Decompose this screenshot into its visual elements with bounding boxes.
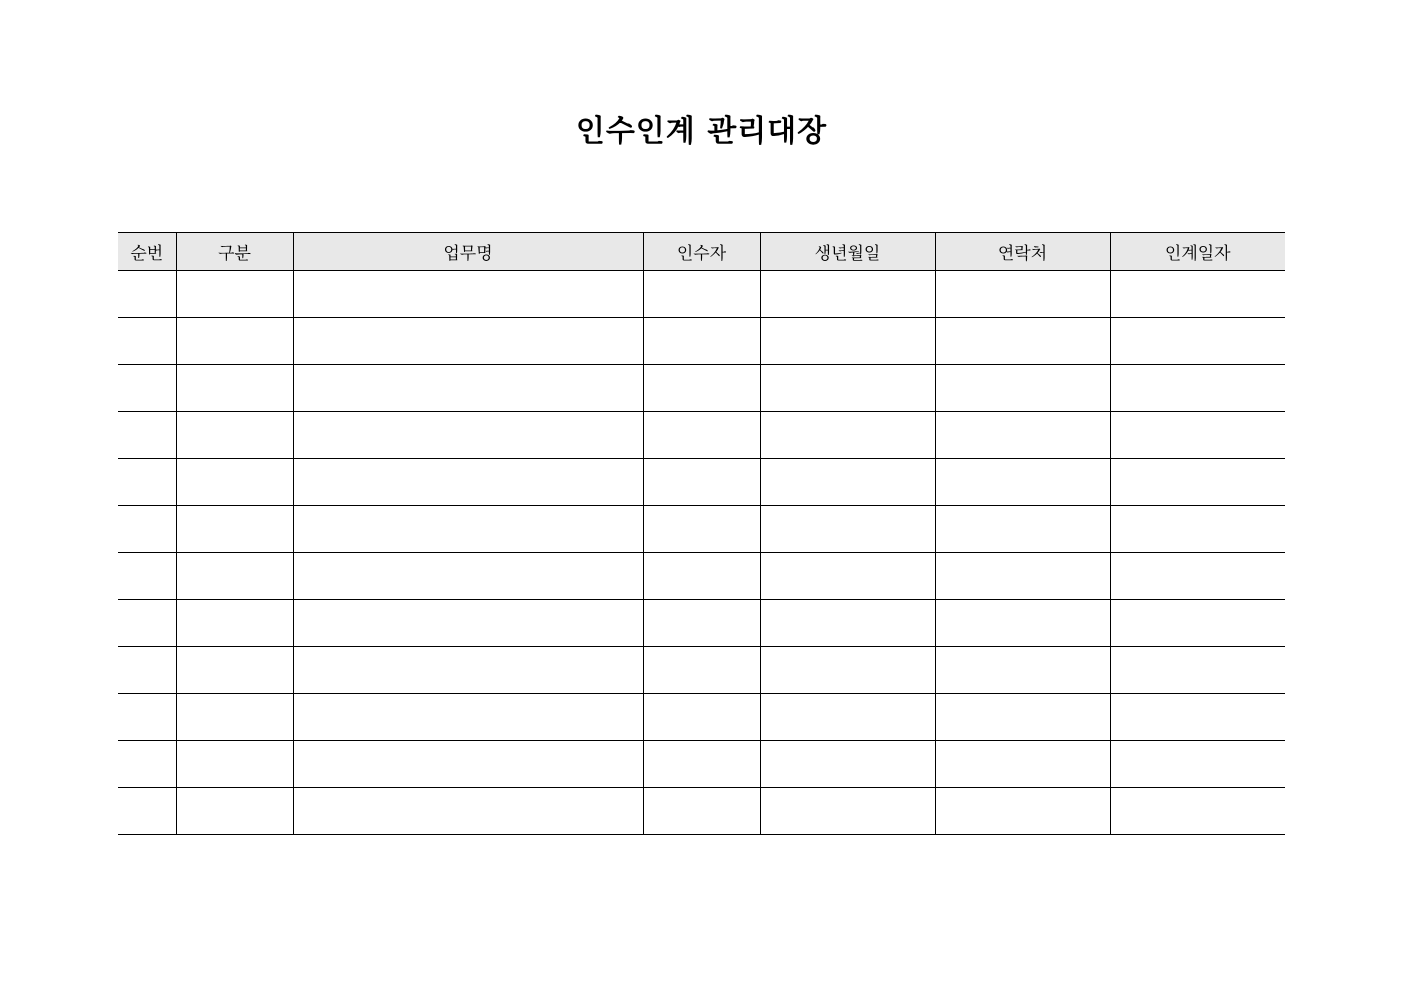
recipient-cell[interactable] — [643, 271, 760, 318]
contact-cell[interactable] — [935, 271, 1110, 318]
recipient-cell[interactable] — [643, 459, 760, 506]
birthdate-cell[interactable] — [760, 365, 935, 412]
category-cell[interactable] — [176, 600, 293, 647]
table-row — [118, 647, 1285, 694]
handover-date-cell[interactable] — [1110, 412, 1285, 459]
task-name-cell[interactable] — [293, 553, 643, 600]
category-cell[interactable] — [176, 506, 293, 553]
contact-cell[interactable] — [935, 694, 1110, 741]
seq-cell[interactable] — [118, 694, 176, 741]
table-row — [118, 788, 1285, 835]
table-row — [118, 271, 1285, 318]
column-header-recipient: 인수자 — [643, 233, 760, 271]
category-cell[interactable] — [176, 788, 293, 835]
contact-cell[interactable] — [935, 365, 1110, 412]
handover-date-cell[interactable] — [1110, 600, 1285, 647]
category-cell[interactable] — [176, 318, 293, 365]
recipient-cell[interactable] — [643, 318, 760, 365]
category-cell[interactable] — [176, 647, 293, 694]
birthdate-cell[interactable] — [760, 741, 935, 788]
birthdate-cell[interactable] — [760, 459, 935, 506]
table-row — [118, 318, 1285, 365]
seq-cell[interactable] — [118, 788, 176, 835]
contact-cell[interactable] — [935, 741, 1110, 788]
seq-cell[interactable] — [118, 412, 176, 459]
birthdate-cell[interactable] — [760, 506, 935, 553]
recipient-cell[interactable] — [643, 365, 760, 412]
task-name-cell[interactable] — [293, 788, 643, 835]
task-name-cell[interactable] — [293, 365, 643, 412]
handover-date-cell[interactable] — [1110, 271, 1285, 318]
contact-cell[interactable] — [935, 506, 1110, 553]
column-header-seq: 순번 — [118, 233, 176, 271]
seq-cell[interactable] — [118, 365, 176, 412]
seq-cell[interactable] — [118, 271, 176, 318]
birthdate-cell[interactable] — [760, 271, 935, 318]
task-name-cell[interactable] — [293, 506, 643, 553]
birthdate-cell[interactable] — [760, 694, 935, 741]
recipient-cell[interactable] — [643, 694, 760, 741]
task-name-cell[interactable] — [293, 694, 643, 741]
handover-date-cell[interactable] — [1110, 365, 1285, 412]
handover-date-cell[interactable] — [1110, 647, 1285, 694]
contact-cell[interactable] — [935, 553, 1110, 600]
header-row — [118, 233, 1285, 271]
contact-cell[interactable] — [935, 647, 1110, 694]
birthdate-cell[interactable] — [760, 600, 935, 647]
handover-date-cell[interactable] — [1110, 318, 1285, 365]
recipient-cell[interactable] — [643, 741, 760, 788]
recipient-cell[interactable] — [643, 553, 760, 600]
seq-cell[interactable] — [118, 647, 176, 694]
handover-date-cell[interactable] — [1110, 553, 1285, 600]
table-row — [118, 412, 1285, 459]
category-cell[interactable] — [176, 741, 293, 788]
task-name-cell[interactable] — [293, 271, 643, 318]
column-header-birthdate: 생년월일 — [760, 233, 935, 271]
handover-date-cell[interactable] — [1110, 694, 1285, 741]
column-header-category: 구분 — [176, 233, 293, 271]
category-cell[interactable] — [176, 271, 293, 318]
task-name-cell[interactable] — [293, 647, 643, 694]
recipient-cell[interactable] — [643, 412, 760, 459]
category-cell[interactable] — [176, 365, 293, 412]
handover-date-cell[interactable] — [1110, 459, 1285, 506]
task-name-cell[interactable] — [293, 741, 643, 788]
birthdate-cell[interactable] — [760, 553, 935, 600]
contact-cell[interactable] — [935, 459, 1110, 506]
seq-cell[interactable] — [118, 553, 176, 600]
task-name-cell[interactable] — [293, 412, 643, 459]
category-cell[interactable] — [176, 412, 293, 459]
task-name-cell[interactable] — [293, 318, 643, 365]
category-cell[interactable] — [176, 553, 293, 600]
table-body — [118, 271, 1285, 835]
category-cell[interactable] — [176, 694, 293, 741]
contact-cell[interactable] — [935, 600, 1110, 647]
table-row — [118, 553, 1285, 600]
seq-cell[interactable] — [118, 741, 176, 788]
seq-cell[interactable] — [118, 459, 176, 506]
column-header-handover-date: 인계일자 — [1110, 233, 1285, 271]
recipient-cell[interactable] — [643, 600, 760, 647]
birthdate-cell[interactable] — [760, 647, 935, 694]
table-row — [118, 694, 1285, 741]
contact-cell[interactable] — [935, 318, 1110, 365]
table-row — [118, 741, 1285, 788]
handover-date-cell[interactable] — [1110, 506, 1285, 553]
contact-cell[interactable] — [935, 788, 1110, 835]
column-header-contact: 연락처 — [935, 233, 1110, 271]
handover-date-cell[interactable] — [1110, 741, 1285, 788]
contact-cell[interactable] — [935, 412, 1110, 459]
seq-cell[interactable] — [118, 318, 176, 365]
table-row — [118, 365, 1285, 412]
category-cell[interactable] — [176, 459, 293, 506]
handover-ledger-table — [118, 232, 1285, 835]
task-name-cell[interactable] — [293, 600, 643, 647]
birthdate-cell[interactable] — [760, 318, 935, 365]
table-row — [118, 600, 1285, 647]
task-name-cell[interactable] — [293, 459, 643, 506]
birthdate-cell[interactable] — [760, 788, 935, 835]
recipient-cell[interactable] — [643, 788, 760, 835]
column-header-task-name: 업무명 — [293, 233, 643, 271]
handover-date-cell[interactable] — [1110, 788, 1285, 835]
recipient-cell[interactable] — [643, 647, 760, 694]
page-title: 인수인계 관리대장 — [575, 114, 828, 149]
seq-cell[interactable] — [118, 600, 176, 647]
birthdate-cell[interactable] — [760, 412, 935, 459]
table-row — [118, 506, 1285, 553]
seq-cell[interactable] — [118, 506, 176, 553]
table-row — [118, 459, 1285, 506]
recipient-cell[interactable] — [643, 506, 760, 553]
